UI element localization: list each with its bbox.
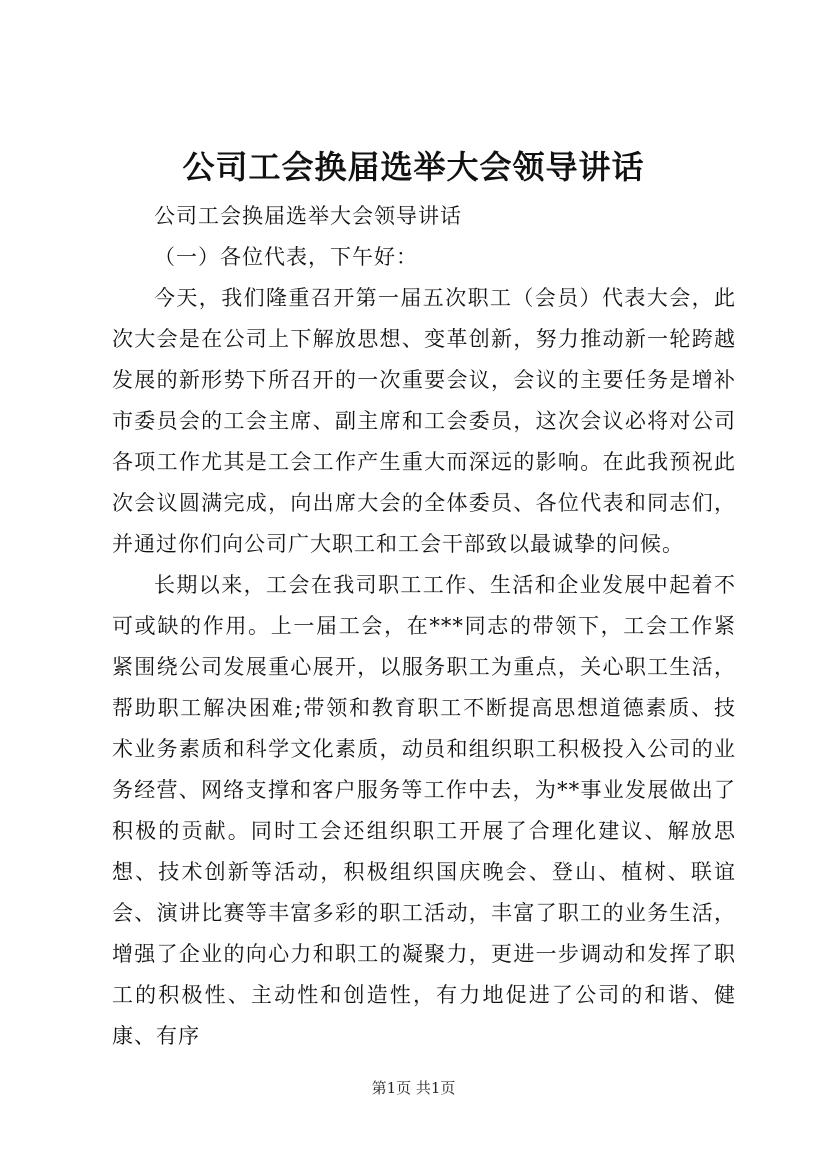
subtitle-paragraph: 公司工会换届选举大会领导讲话 (154, 204, 462, 228)
document-title: 公司工会换届选举大会领导讲话 (182, 148, 645, 186)
document-body (112, 196, 736, 1057)
greeting-paragraph: （一）各位代表，下午好： (154, 245, 418, 269)
page-footer: 第1页 共1页 (371, 1079, 456, 1097)
body-paragraph-2: 长期以来，工会在我司职工工作、生活和企业发展中起着不可或缺的作用。上一届工会，在***同志的带领下，工会工作紧紧围绕公司发展重心展开，以服务职工为重点，关心职工生活，帮助职工解决困难;带领和教育职工不断提高思想道德素质、技术业务素质和科学文化素质，动员和组织职工积极投入公司的业务经营、网络支撑和客户服务等工作中去，为**事业发展做出了积极的贡献。同时工会还组织职工开展了合理化建议、解放思想、技术创新等活动，积极组织国庆晚会、登山、植树、联谊会、演讲比赛等丰富多彩的职工活动，丰富了职工的业务生活，增强了企业的向心力和职工的凝聚力，更进一步调动和发挥了职工的积极性、主动性和创造性，有力地促进了公司的和谐、健康、有序 (112, 573, 736, 1048)
body-paragraph-1: 今天，我们隆重召开第一届五次职工（会员）代表大会，此次大会是在公司上下解放思想、变革创新，努力推动新一轮跨越发展的新形势下所召开的一次重要会议，会议的主要任务是增补市委员会的工会主席、副主席和工会委员，这次会议必将对公司各项工作尤其是工会工作产生重大而深远的影响。在此我预祝此次会议圆满完成，向出席大会的全体委员、各位代表和同志们，并通过你们向公司广大职工和工会干部致以最诚挚的问候。 (112, 286, 736, 556)
